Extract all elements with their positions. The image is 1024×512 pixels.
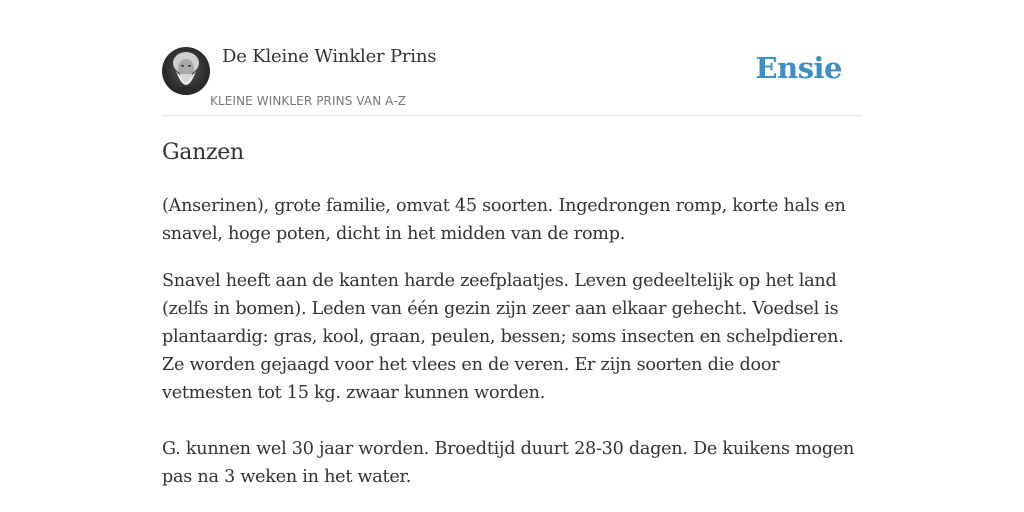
source-title-link[interactable]: De Kleine Winkler Prins <box>222 46 437 67</box>
source-avatar[interactable] <box>162 47 210 95</box>
entry-paragraph: (Anserinen), grote familie, omvat 45 soorten. Ingedrongen romp, korte hals en snavel, hoge poten, dicht in het midden van de romp. <box>162 196 846 244</box>
entry-body <box>162 192 862 510</box>
page <box>162 0 862 487</box>
bearded-man-portrait-icon <box>162 47 210 95</box>
entry-paragraph: Snavel heeft aan de kanten harde zeefplaatjes. Leven gedeeltelijk op het land (zelfs in bomen). Leden van één gezin zijn zeer aan elkaar gehecht. Voedsel is plantaardig: gras, kool, graan, peulen, bessen; soms insecten en schelpdieren. Ze worden gejaagd voor het vlees en de veren. Er zijn soorten die door vetmesten tot 15 kg. zwaar kunnen worden. G. kunnen wel 30 jaar worden. Broedtijd duurt 28-30 dagen. De kuikens mogen pas na 3 weken in het water. <box>162 271 855 487</box>
source-header <box>162 0 862 116</box>
source-subtitle-link[interactable]: KLEINE WINKLER PRINS VAN A-Z <box>210 94 406 108</box>
brand-logo-link[interactable]: Ensie <box>755 51 842 85</box>
entry-title: Ganzen <box>162 140 244 165</box>
